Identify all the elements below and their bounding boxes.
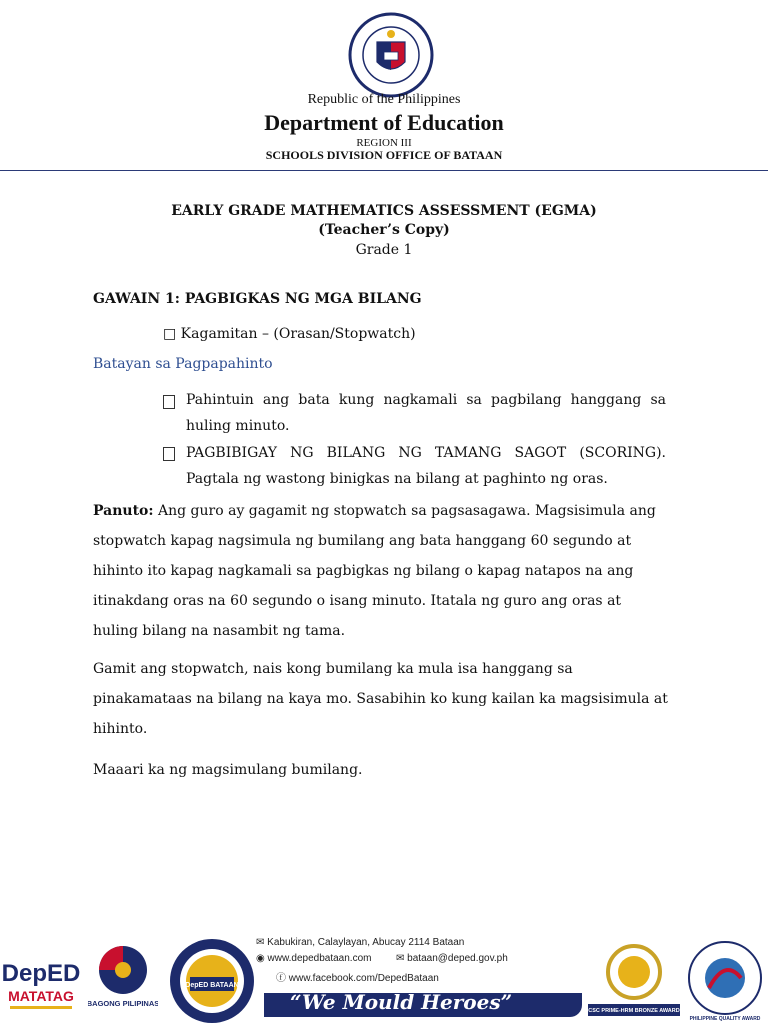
bullet-item: PAGBIBIGAY NG BILANG NG TAMANG SAGOT (SCORING). Pagtala ng wastong binigkas na bilang at paghinto ng oras. bbox=[186, 445, 666, 487]
bullet-box-icon bbox=[163, 447, 175, 461]
deped-logo-icon bbox=[2, 945, 80, 1015]
sdo-seal-text: DepED BATAAN bbox=[185, 982, 239, 989]
slogan-text: “We Mould Heroes” bbox=[290, 990, 513, 1014]
instructions-text: Ang guro ay gagamit ng stopwatch sa pagsasagawa. Magsisimula ang stopwatch kapag nagsimula ng bumilang ang bata hanggang 60 segundo at hihinto ito kapag nagkamali sa pagbigkas ng bilang o kapag natapos na ang itinakdang oras na 60 segundo o isang minuto. Itatala ng guro ang oras at huling bilang na nasambit ng tama. bbox=[93, 503, 656, 639]
email-line bbox=[396, 953, 508, 964]
facebook-line bbox=[276, 969, 439, 984]
division-office-text: SCHOOLS DIVISION OFFICE OF BATAAN bbox=[265, 148, 503, 162]
quality-award-icon bbox=[684, 938, 766, 1022]
teachers-copy-label: (Teacher’s Copy) bbox=[318, 222, 450, 238]
paragraph-two: Gamit ang stopwatch, nais kong bumilang ka mula isa hanggang sa pinakamataas na bilang na kaya mo. Sasabihin ko kung kailan ka magsisimula at hihinto. bbox=[93, 661, 668, 737]
header-divider bbox=[0, 170, 768, 171]
pqa-award-logo bbox=[684, 938, 766, 1022]
bullet-item: Pahintuin ang bata kung nagkamali sa pagbilang hanggang sa huling minuto. bbox=[186, 392, 666, 434]
activity-heading: GAWAIN 1: PAGBIGKAS NG MGA BILANG bbox=[93, 291, 422, 307]
mail-icon: ✉ bbox=[256, 937, 265, 948]
region-text: REGION III bbox=[356, 137, 412, 149]
address-text: Kabukiran, Calaylayan, Abucay 2114 Bataan bbox=[267, 937, 465, 948]
email-icon: ✉ bbox=[396, 953, 405, 964]
deped-matatag-logo bbox=[2, 945, 80, 1015]
bagong-pilipinas-icon bbox=[88, 940, 158, 1012]
csc-award-logo bbox=[588, 940, 680, 1022]
matatag-text: MATATAG bbox=[8, 988, 74, 1004]
sdo-bataan-seal bbox=[168, 937, 256, 1025]
website-link[interactable]: www.depedbataan.com bbox=[267, 953, 372, 964]
facebook-icon: ⓕ bbox=[276, 973, 286, 984]
email-link[interactable]: bataan@deped.gov.ph bbox=[407, 953, 508, 964]
department-title: Department of Education bbox=[264, 110, 504, 135]
republic-text: Republic of the Philippines bbox=[307, 92, 461, 107]
bullet-box-icon bbox=[163, 395, 175, 409]
deped-seal-icon bbox=[348, 12, 434, 98]
laurel-award-icon bbox=[588, 940, 680, 1022]
assessment-title: EARLY GRADE MATHEMATICS ASSESSMENT (EGMA) bbox=[171, 203, 597, 219]
deped-logo-text: DepED bbox=[2, 960, 80, 987]
stopping-basis-heading: Batayan sa Pagpapahinto bbox=[93, 356, 273, 372]
materials-line: □ Kagamitan – (Orasan/Stopwatch) bbox=[163, 326, 416, 342]
instructions-paragraph bbox=[93, 496, 668, 646]
globe-icon: ◉ bbox=[256, 953, 265, 964]
instructions-label: Panuto: bbox=[93, 503, 154, 519]
pqa-award-text: PHILIPPINE QUALITY AWARD bbox=[689, 1016, 761, 1022]
csc-award-text: CSC PRIME-HRM BRONZE AWARD bbox=[588, 1008, 680, 1014]
website-line bbox=[256, 953, 371, 964]
bagong-pilipinas-text: BAGONG PILIPINAS bbox=[88, 999, 158, 1008]
facebook-link[interactable]: www.facebook.com/DepedBataan bbox=[288, 973, 439, 984]
sdo-bataan-seal-icon bbox=[168, 937, 256, 1025]
paragraph-three: Maaari ka ng magsimulang bumilang. bbox=[93, 762, 363, 778]
bagong-pilipinas-logo bbox=[88, 940, 158, 1012]
address-line bbox=[256, 937, 464, 948]
grade-label: Grade 1 bbox=[355, 242, 413, 258]
